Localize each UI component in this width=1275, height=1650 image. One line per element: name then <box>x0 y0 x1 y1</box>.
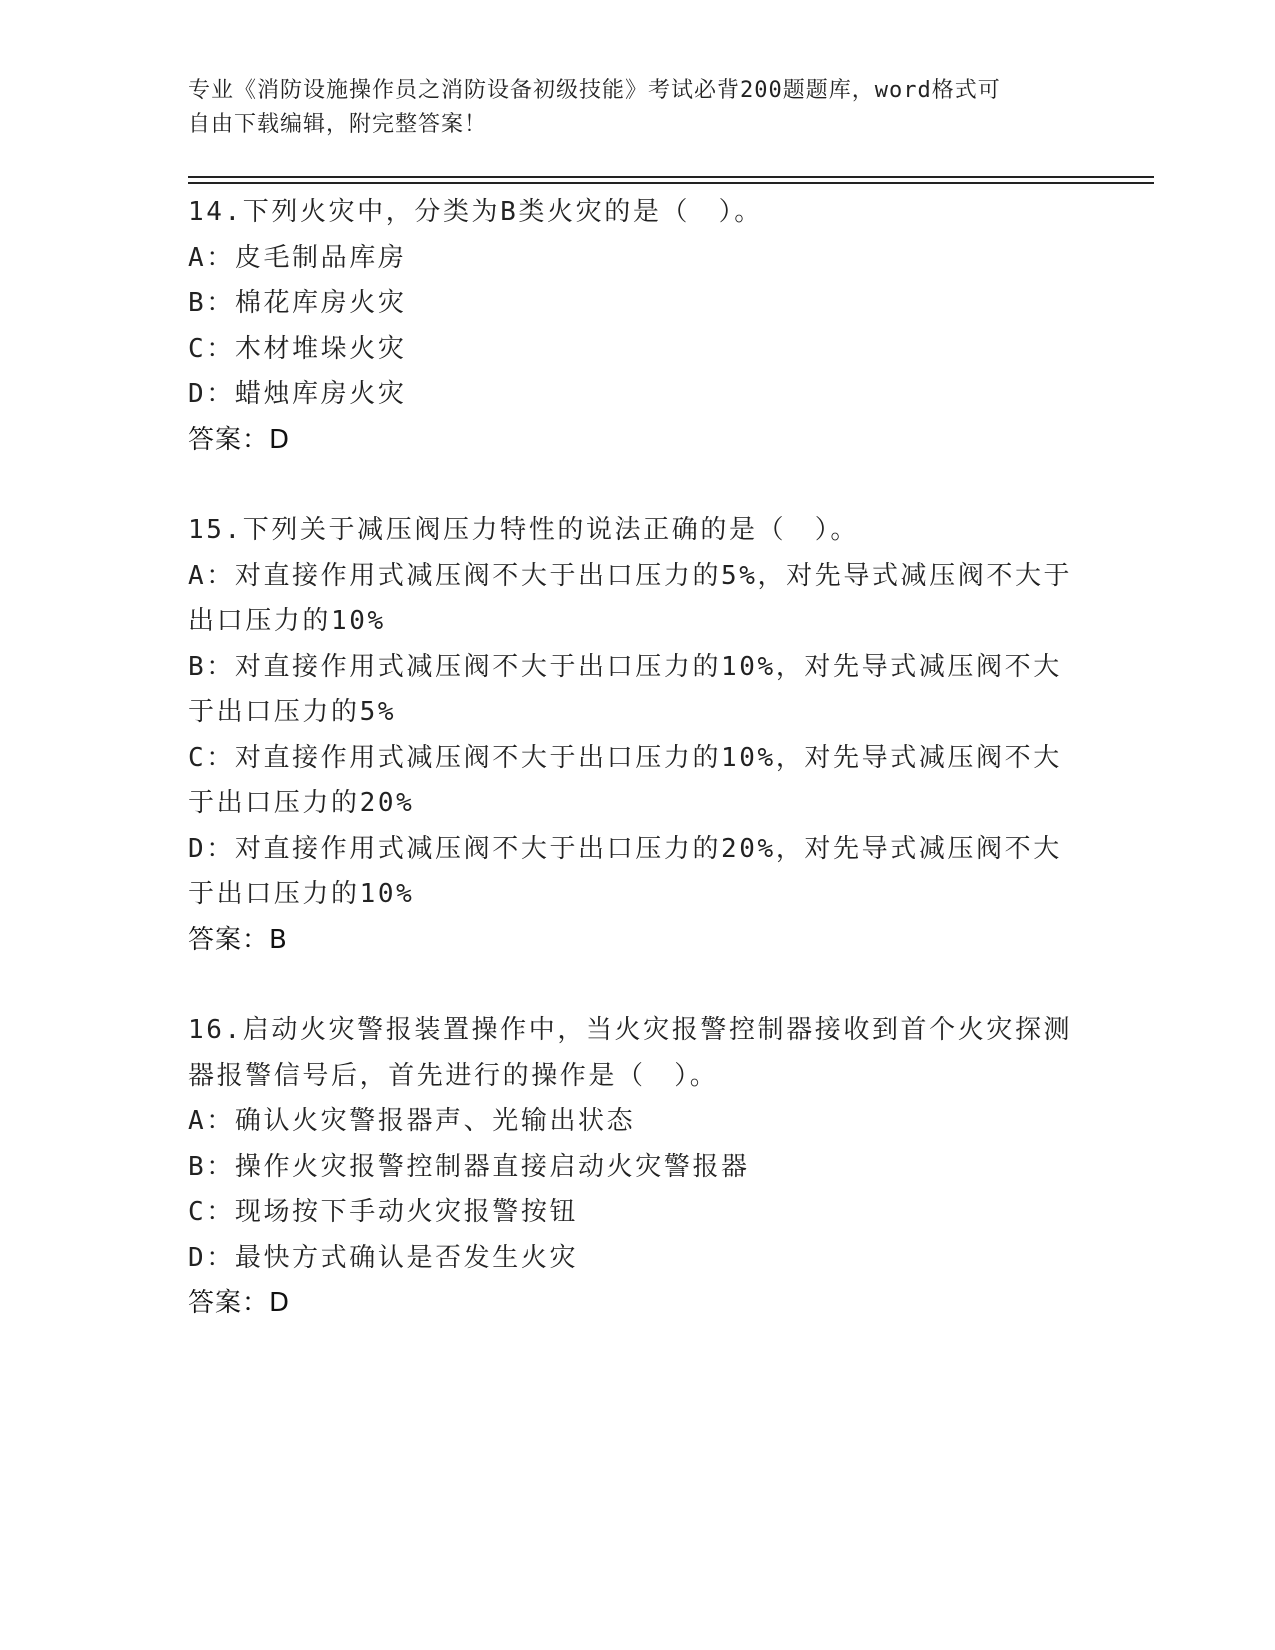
question-stem: 15.下列关于减压阀压力特性的说法正确的是（ ）。 <box>188 515 859 545</box>
option-b-continued: 于出口压力的5% <box>188 697 397 727</box>
option-c: C：现场按下手动火灾报警按钮 <box>188 1197 579 1227</box>
option-a: A：对直接作用式减压阀不大于出口压力的5%，对先导式减压阀不大于 <box>188 560 1073 591</box>
question-stem-continued: 器报警信号后，首先进行的操作是（ ）。 <box>188 1060 719 1091</box>
option-d: D：对直接作用式减压阀不大于出口压力的20%，对先导式减压阀不大 <box>188 833 1062 864</box>
question-list <box>188 190 1088 1372</box>
option-b: B：操作火灾报警控制器直接启动火灾警报器 <box>188 1151 750 1182</box>
question-14 <box>188 190 1088 463</box>
answer: 答案：B <box>188 924 288 955</box>
option-c-continued: 于出口压力的20% <box>188 788 415 818</box>
header-line-1: 专业《消防设施操作员之消防设备初级技能》考试必背200题题库，word格式可 <box>188 78 1001 103</box>
option-d: D：最快方式确认是否发生火灾 <box>188 1242 579 1273</box>
option-c: C：木材堆垛火灾 <box>188 333 407 364</box>
question-16 <box>188 1008 1088 1327</box>
option-c: C：对直接作用式减压阀不大于出口压力的10%，对先导式减压阀不大 <box>188 742 1062 773</box>
header-line-2: 自由下载编辑，附完整答案！ <box>188 112 488 137</box>
option-b: B：棉花库房火灾 <box>188 288 407 318</box>
option-d: D：蜡烛库房火灾 <box>188 379 407 409</box>
question-stem: 14.下列火灾中，分类为B类火灾的是（ ）。 <box>188 197 763 227</box>
option-a: A：确认火灾警报器声、光输出状态 <box>188 1106 636 1136</box>
option-a-continued: 出口压力的10% <box>188 606 386 636</box>
option-b: B：对直接作用式减压阀不大于出口压力的10%，对先导式减压阀不大 <box>188 651 1062 682</box>
header-rule-top <box>188 176 1154 178</box>
answer: 答案：D <box>188 1288 291 1318</box>
header-rule-bottom <box>188 182 1154 184</box>
page-header <box>188 74 1068 142</box>
answer: 答案：D <box>188 424 291 455</box>
question-15 <box>188 508 1088 963</box>
option-d-continued: 于出口压力的10% <box>188 879 415 909</box>
question-stem: 16.启动火灾警报装置操作中，当火灾报警控制器接收到首个火灾探测 <box>188 1015 1073 1045</box>
option-a: A：皮毛制品库房 <box>188 242 407 273</box>
